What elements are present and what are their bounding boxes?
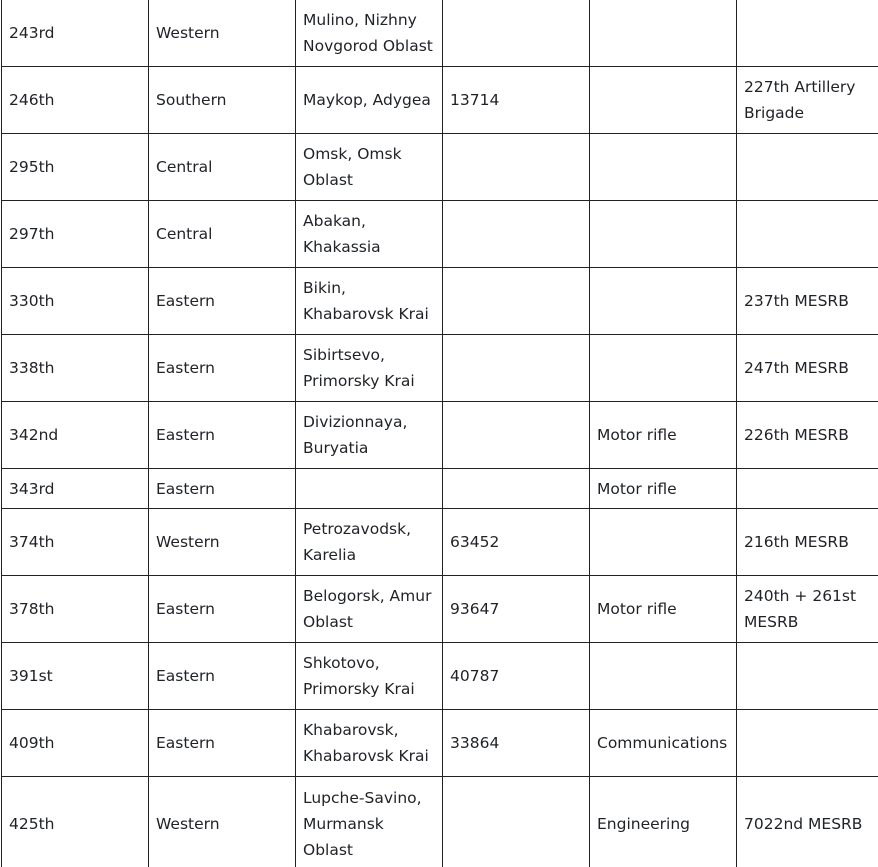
table-row <box>2 268 878 335</box>
unit-number-cell: 243rd <box>2 0 149 67</box>
table-row <box>2 134 878 201</box>
military-unit-cell <box>443 469 590 509</box>
unit-number-cell: 374th <box>2 509 149 576</box>
type-cell <box>590 67 737 134</box>
unit-number-cell: 295th <box>2 134 149 201</box>
district-cell: Western <box>149 0 296 67</box>
military-unit-cell <box>443 201 590 268</box>
table-row <box>2 643 878 710</box>
military-unit-cell: 13714 <box>443 67 590 134</box>
type-cell <box>590 643 737 710</box>
table-row <box>2 402 878 469</box>
military-unit-cell <box>443 0 590 67</box>
type-cell <box>590 268 737 335</box>
type-cell <box>590 134 737 201</box>
location-cell: Maykop, Adygea <box>296 67 443 134</box>
notes-cell <box>737 134 878 201</box>
unit-number-cell: 338th <box>2 335 149 402</box>
district-cell: Eastern <box>149 576 296 643</box>
type-cell: Motor rifle <box>590 402 737 469</box>
location-cell: Petrozavodsk, Karelia <box>296 509 443 576</box>
notes-cell <box>737 201 878 268</box>
location-cell: Belogorsk, Amur Oblast <box>296 576 443 643</box>
district-cell: Western <box>149 509 296 576</box>
notes-cell: 226th MESRB <box>737 402 878 469</box>
type-cell <box>590 201 737 268</box>
notes-cell: 216th MESRB <box>737 509 878 576</box>
unit-number-cell: 409th <box>2 710 149 777</box>
military-unit-cell <box>443 268 590 335</box>
district-cell: Western <box>149 777 296 867</box>
type-cell: Engineering <box>590 777 737 867</box>
unit-number-cell: 342nd <box>2 402 149 469</box>
units-table <box>1 0 878 867</box>
unit-number-cell: 246th <box>2 67 149 134</box>
table-row <box>2 710 878 777</box>
table-row <box>2 335 878 402</box>
type-cell: Motor rifle <box>590 469 737 509</box>
location-cell: Lupche-Savino, Murmansk Oblast <box>296 777 443 867</box>
location-cell: Abakan, Khakassia <box>296 201 443 268</box>
unit-number-cell: 391st <box>2 643 149 710</box>
district-cell: Eastern <box>149 469 296 509</box>
military-unit-cell: 40787 <box>443 643 590 710</box>
district-cell: Eastern <box>149 710 296 777</box>
table-row <box>2 469 878 509</box>
type-cell: Communications <box>590 710 737 777</box>
district-cell: Eastern <box>149 643 296 710</box>
table-row <box>2 67 878 134</box>
military-unit-cell <box>443 335 590 402</box>
district-cell: Eastern <box>149 402 296 469</box>
district-cell: Eastern <box>149 268 296 335</box>
district-cell: Central <box>149 134 296 201</box>
unit-number-cell: 330th <box>2 268 149 335</box>
location-cell: Bikin, Khabarovsk Krai <box>296 268 443 335</box>
unit-number-cell: 378th <box>2 576 149 643</box>
table-row <box>2 509 878 576</box>
table-row <box>2 777 878 867</box>
military-unit-cell: 93647 <box>443 576 590 643</box>
notes-cell: 227th Artillery Brigade <box>737 67 878 134</box>
district-cell: Central <box>149 201 296 268</box>
location-cell: Omsk, Omsk Oblast <box>296 134 443 201</box>
type-cell <box>590 0 737 67</box>
notes-cell <box>737 469 878 509</box>
location-cell: Shkotovo, Primorsky Krai <box>296 643 443 710</box>
type-cell: Motor rifle <box>590 576 737 643</box>
military-unit-cell: 33864 <box>443 710 590 777</box>
unit-number-cell: 425th <box>2 777 149 867</box>
type-cell <box>590 509 737 576</box>
notes-cell: 240th + 261st MESRB <box>737 576 878 643</box>
military-unit-cell <box>443 134 590 201</box>
notes-cell <box>737 710 878 777</box>
unit-number-cell: 343rd <box>2 469 149 509</box>
notes-cell <box>737 643 878 710</box>
district-cell: Eastern <box>149 335 296 402</box>
notes-cell: 7022nd MESRB <box>737 777 878 867</box>
military-unit-cell <box>443 777 590 867</box>
location-cell: Khabarovsk, Khabarovsk Krai <box>296 710 443 777</box>
location-cell: Mulino, Nizhny Novgorod Oblast <box>296 0 443 67</box>
district-cell: Southern <box>149 67 296 134</box>
table-row <box>2 576 878 643</box>
type-cell <box>590 335 737 402</box>
table-row <box>2 201 878 268</box>
notes-cell <box>737 0 878 67</box>
table-row <box>2 0 878 67</box>
location-cell: Divizionnaya, Buryatia <box>296 402 443 469</box>
location-cell <box>296 469 443 509</box>
unit-number-cell: 297th <box>2 201 149 268</box>
notes-cell: 237th MESRB <box>737 268 878 335</box>
military-unit-cell: 63452 <box>443 509 590 576</box>
military-unit-cell <box>443 402 590 469</box>
notes-cell: 247th MESRB <box>737 335 878 402</box>
location-cell: Sibirtsevo, Primorsky Krai <box>296 335 443 402</box>
